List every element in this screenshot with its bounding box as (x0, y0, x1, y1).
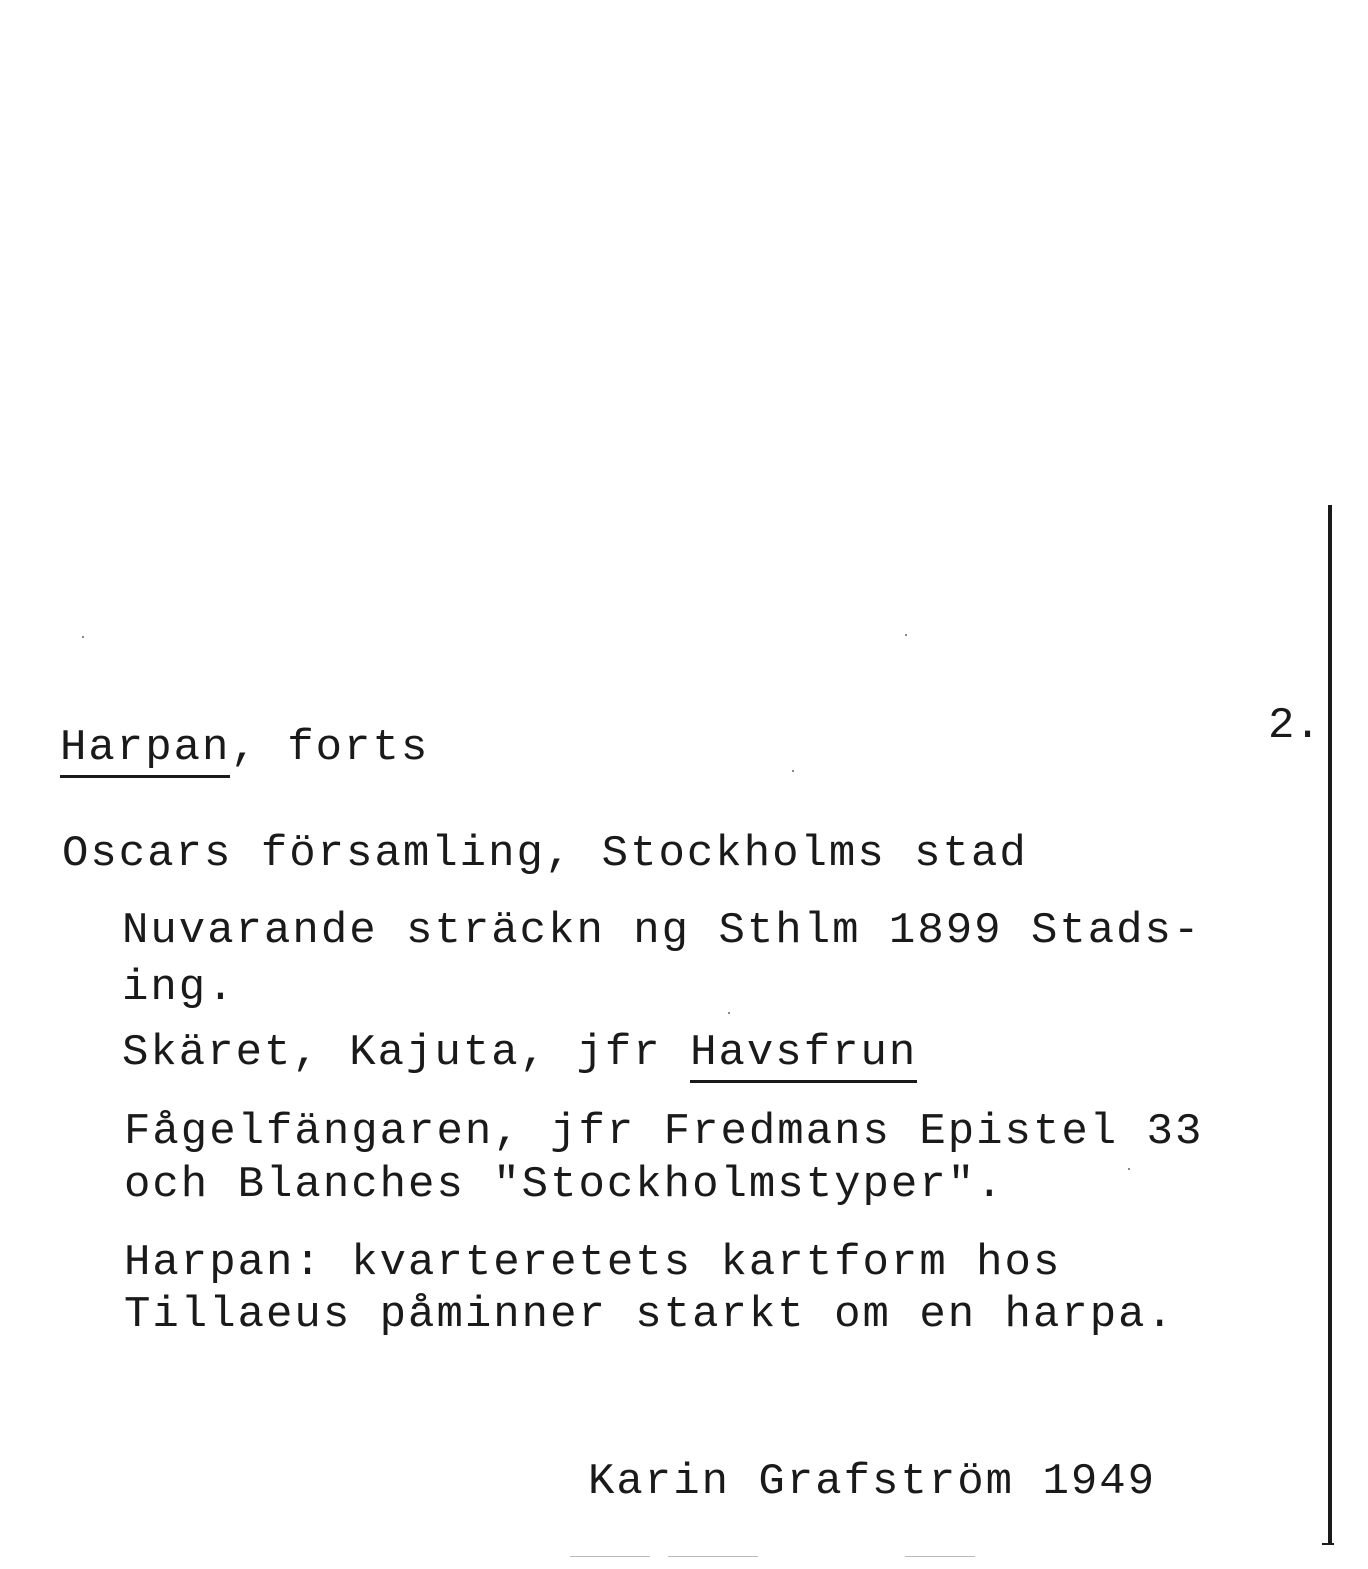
note-1-line-2: ing. (122, 963, 236, 1013)
scan-edge-mark (668, 1556, 758, 1557)
note-3-line-2: och Blanches "Stockholmstyper". (124, 1160, 1005, 1210)
scan-speck (792, 770, 794, 772)
note-2-crossref: Havsfrun (690, 1028, 917, 1083)
card-heading (60, 722, 429, 774)
note-2-text: Skäret, Kajuta, jfr (122, 1028, 691, 1078)
note-4-line-1: Harpan: kvarteretets kartform hos (124, 1238, 1062, 1288)
signature: Karin Grafström 1949 (588, 1457, 1157, 1507)
page-number: 2. (1268, 701, 1321, 751)
note-2-line (122, 1027, 917, 1079)
heading-underlined-word: Harpan (60, 723, 230, 778)
scan-speck (1128, 1168, 1130, 1170)
heading-continuation: , forts (230, 723, 430, 773)
card-corner-mark (1322, 1543, 1334, 1545)
scan-edge-mark (905, 1556, 975, 1557)
scan-speck (82, 636, 84, 638)
note-4-line-2: Tillaeus påminner starkt om en harpa. (124, 1290, 1175, 1340)
parish-line: Oscars församling, Stockholms stad (62, 829, 1028, 879)
scan-edge-mark (570, 1556, 650, 1557)
card-right-border (1328, 505, 1332, 1545)
note-3-line-1: Fågelfängaren, jfr Fredmans Epistel 33 (124, 1107, 1204, 1157)
scan-speck (728, 1012, 730, 1014)
note-1-line-1: Nuvarande sträckn ng Sthlm 1899 Stads- (122, 906, 1202, 956)
scan-speck (905, 634, 907, 636)
